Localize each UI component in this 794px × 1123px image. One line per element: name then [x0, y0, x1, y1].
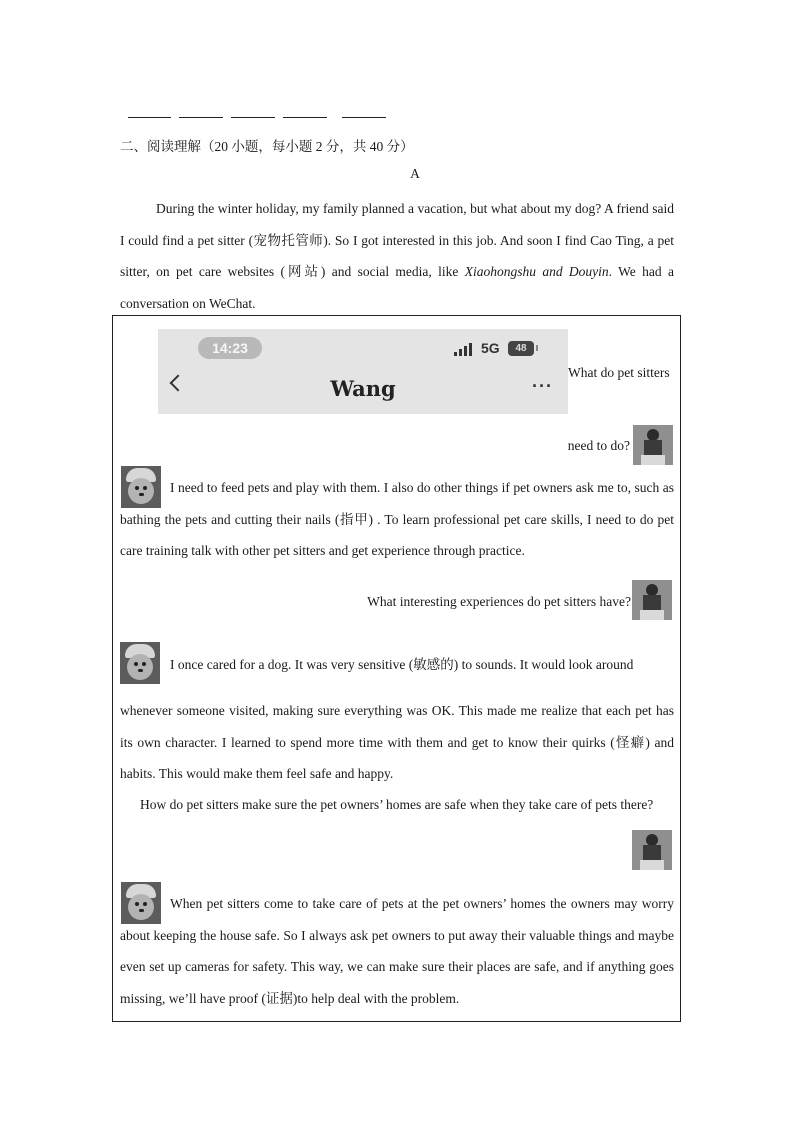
question-2: What interesting experiences do pet sitters have?	[367, 594, 631, 609]
answer-2-rest	[120, 695, 674, 790]
answer-2-text-2: whenever someone visited, making sure everything was OK. This made me realize that each pet has its own character. I learned to spend more time with them and get to know their quirks (怪癖) and habits. This would make them feel safe and happy.	[120, 703, 674, 781]
answer-1	[120, 472, 674, 567]
chat-contact-name: Wang	[330, 376, 396, 401]
answer-blank-2	[179, 117, 223, 118]
answer-blank-5	[342, 117, 386, 118]
answer-3-text: When pet sitters come to take care of pets at the pet owners’ homes the owners may worry about keeping the house safe. So I always ask pet owners to put away their valuable things and maybe even set up cameras for safety. This way, we can make sure their places are safe, and if anything goes missing, we’ll have proof (证据)to help deal with the problem.	[120, 896, 674, 1006]
section-heading: 二、阅读理解（20 小题，每小题 2 分，共 40 分）	[120, 139, 414, 154]
interviewer-avatar	[632, 580, 672, 620]
intro-text-2: . We had a conversation on WeChat.	[120, 264, 674, 311]
answer-2-text-1: I once cared for a dog. It was very sensitive (敏感的) to sounds. It would look around	[170, 657, 634, 672]
answer-blank-1	[128, 117, 171, 118]
answer-blank-4	[283, 117, 327, 118]
answer-2-line-1	[120, 649, 674, 681]
answer-3	[120, 888, 674, 1014]
intro-text-1: During the winter holiday, my family planned a vacation, but what about my dog? A friend said I could find a pet sitter (宠物托管师). So I got interested in this job. And soon I find Cao Ting, a pet sitter, on pet care websites (网站) and social media, like	[120, 201, 674, 279]
interviewer-avatar	[632, 830, 672, 870]
intro-paragraph	[120, 193, 674, 319]
network-label: 5G	[481, 340, 500, 356]
question-1-line-2: need to do?	[567, 438, 630, 453]
answer-blank-3	[231, 117, 275, 118]
signal-icon	[454, 342, 472, 356]
question-3: How do pet sitters make sure the pet owners’ homes are safe when they take care of pets there?	[140, 797, 654, 812]
battery-tip	[536, 345, 538, 351]
answer-1-text: I need to feed pets and play with them. I also do other things if pet owners ask me to, such as bathing the pets and cutting their nails (指甲) . To learn professional pet care skills, I need to do pet care training talk with other pet sitters and get experience through practice.	[120, 480, 674, 558]
question-1-line-1: What do pet sitters	[568, 365, 670, 380]
phone-chat-header	[158, 329, 568, 414]
intro-app-names: Xiaohongshu and Douyin	[464, 264, 609, 279]
passage-letter: A	[410, 166, 420, 181]
more-options-icon[interactable]: ···	[532, 376, 553, 396]
interviewer-avatar	[633, 425, 673, 465]
battery-icon: 48	[508, 341, 534, 356]
status-time: 14:23	[198, 337, 262, 359]
